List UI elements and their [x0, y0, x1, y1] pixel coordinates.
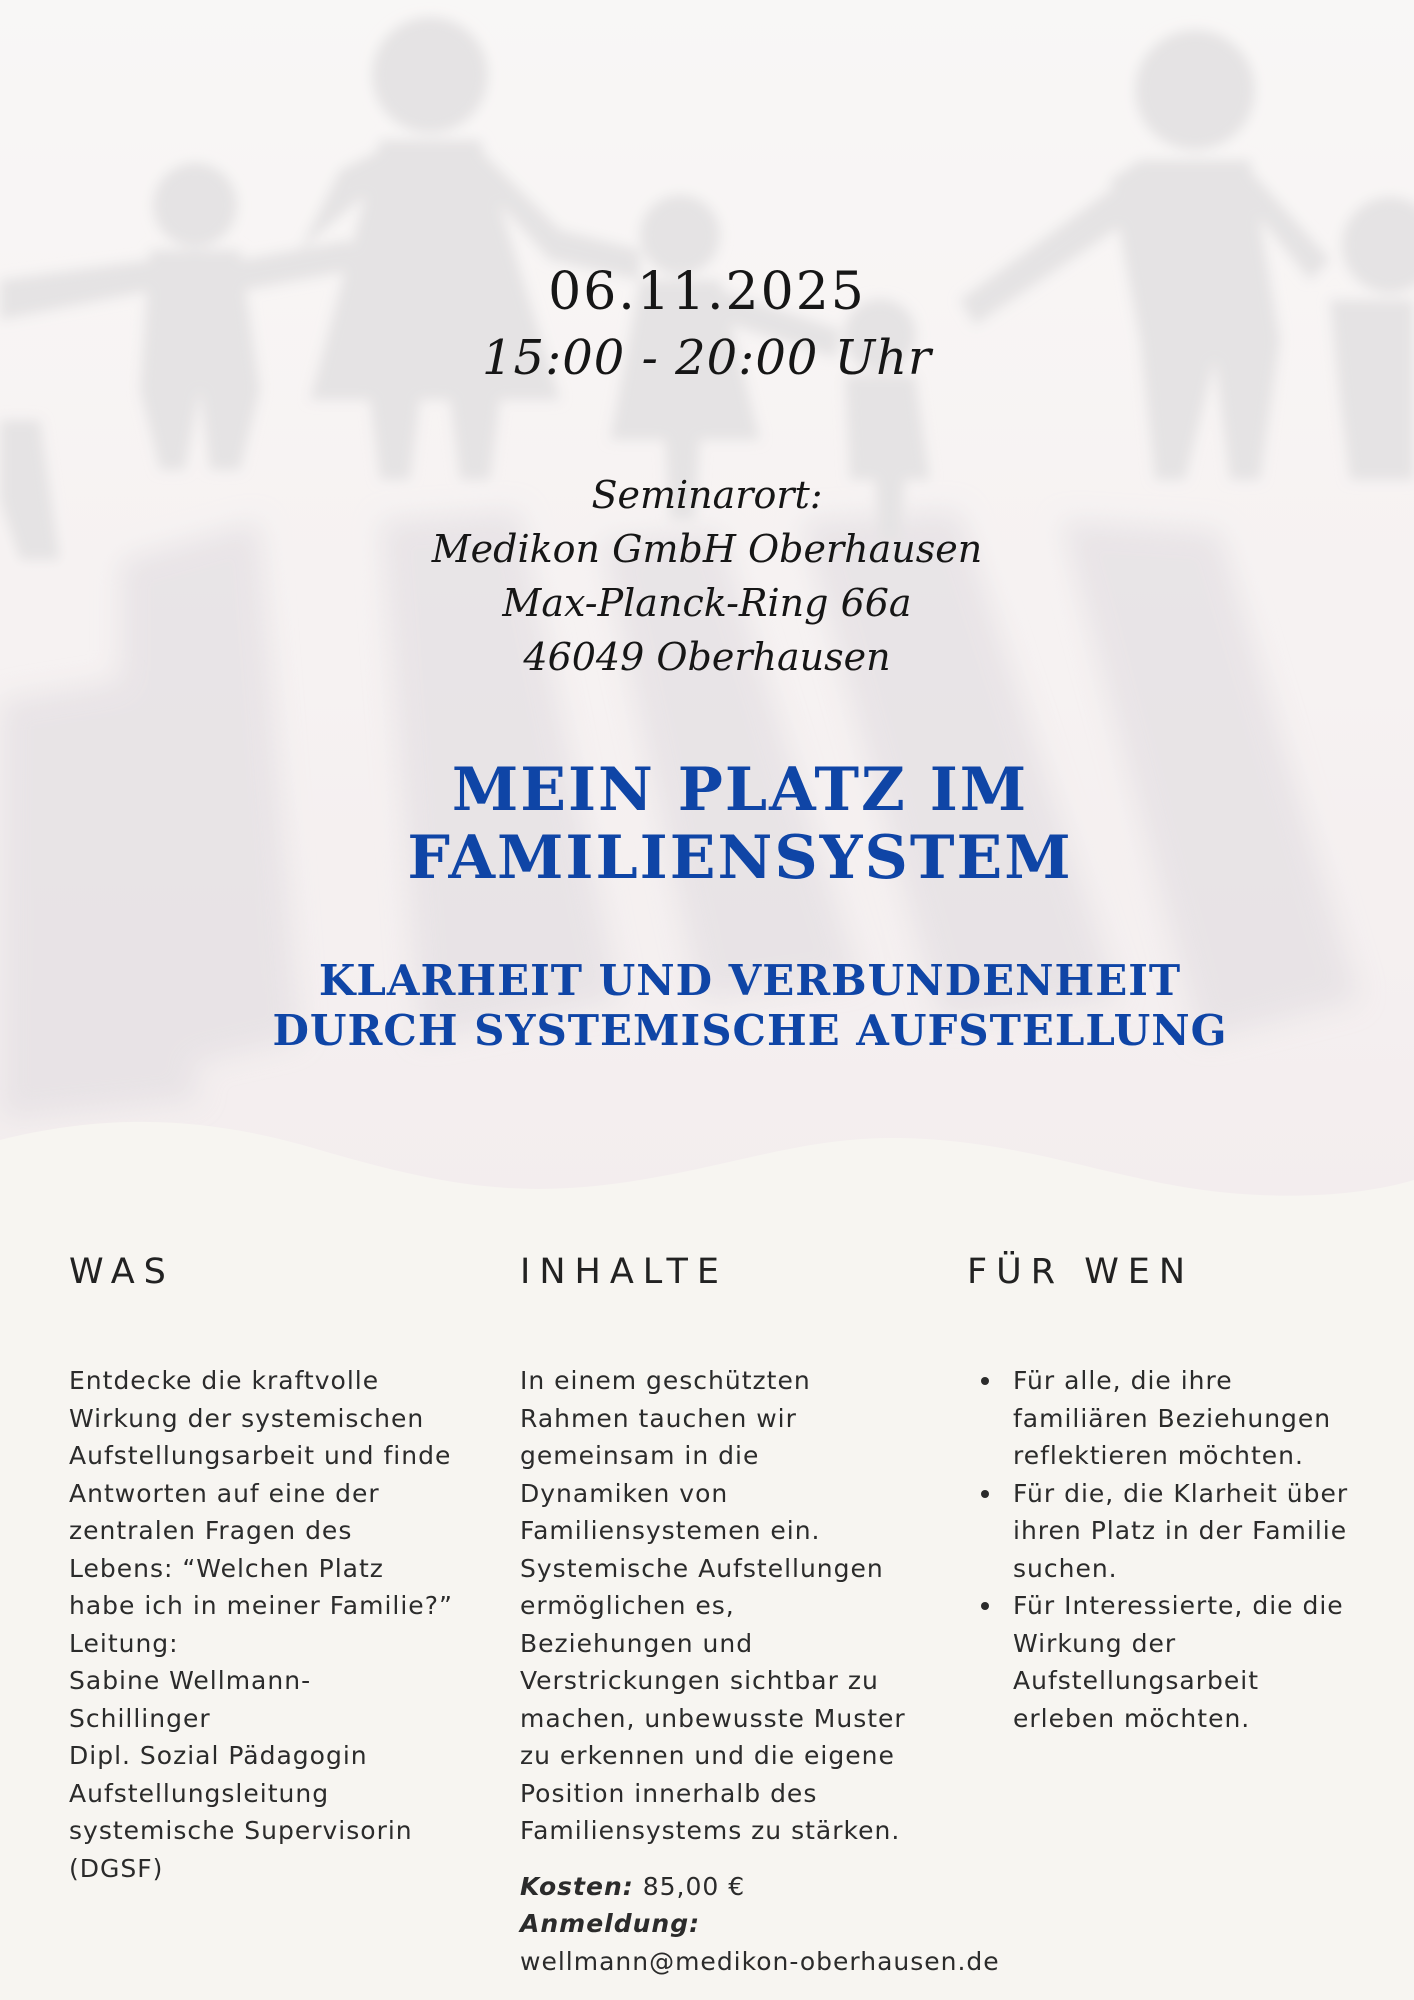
registration-email-link[interactable]: wellmann@medikon-oberhausen.de: [520, 1946, 1000, 1976]
inhalte-line: Familiensystems zu stärken.: [520, 1816, 901, 1845]
fuer-wen-heading: FÜR WEN: [967, 1252, 1195, 1292]
inhalte-line: Rahmen tauchen wir: [520, 1403, 797, 1433]
audience-line: Aufstellungsarbeit: [1013, 1666, 1260, 1695]
was-line: Entdecke die kraftvolle: [69, 1366, 380, 1395]
was-line: Lebens: “Welchen Platz: [69, 1553, 384, 1583]
inhalte-line: Familiensystemen ein.: [520, 1516, 821, 1545]
fuer-wen-column: [967, 1252, 1387, 1737]
audience-line: Für alle, die ihre: [1013, 1366, 1233, 1395]
kosten-row: [520, 1868, 950, 1906]
audience-list-item: [967, 1362, 1387, 1475]
was-column: [69, 1252, 479, 1887]
was-line: Wirkung der systemischen: [69, 1403, 425, 1433]
audience-list-item: [967, 1587, 1387, 1737]
was-line: Aufstellungsarbeit und finde: [69, 1441, 452, 1470]
inhalte-line: gemeinsam in die: [520, 1441, 760, 1470]
was-line: zentralen Fragen des: [69, 1516, 353, 1545]
inhalte-line: Beziehungen und: [520, 1628, 754, 1658]
main-title-line-1: MEIN PLATZ IM: [451, 755, 1029, 825]
venue-street: Max-Planck-Ring 66a: [502, 581, 912, 625]
inhalte-line: ermöglichen es,: [520, 1591, 735, 1620]
subtitle-line-1: KLARHEIT UND VERBUNDENHEIT: [318, 956, 1182, 1005]
audience-list: [967, 1362, 1387, 1737]
inhalte-line: Verstrickungen sichtbar zu: [520, 1666, 879, 1695]
leader-title: systemische Supervisorin: [69, 1816, 413, 1845]
kosten-label: Kosten:: [520, 1871, 634, 1901]
audience-line: Für Interessierte, die die: [1013, 1591, 1344, 1620]
kosten-value: 85,00 €: [642, 1871, 746, 1901]
audience-line: erleben möchten.: [1013, 1703, 1251, 1733]
audience-line: ihren Platz in der Familie: [1013, 1516, 1348, 1545]
was-heading: WAS: [69, 1252, 175, 1292]
was-line: Antworten auf eine der: [69, 1478, 380, 1508]
inhalte-line: zu erkennen und die eigene: [520, 1741, 895, 1770]
audience-line: Wirkung der: [1013, 1628, 1177, 1658]
inhalte-heading: INHALTE: [520, 1252, 728, 1292]
was-line: habe ich in meiner Familie?”: [69, 1591, 453, 1620]
inhalte-text: [520, 1362, 950, 1850]
inhalte-line: Systemische Aufstellungen: [520, 1553, 884, 1583]
event-time: 15:00 - 20:00 Uhr: [482, 330, 932, 386]
leader-title: (DGSF): [69, 1853, 164, 1883]
venue-company: Medikon GmbH Oberhausen: [431, 527, 983, 571]
venue-block: [0, 468, 1414, 684]
venue-label: Seminarort:: [591, 473, 823, 517]
leader-title: Dipl. Sozial Pädagogin: [69, 1741, 368, 1770]
venue-city: 46049 Oberhausen: [523, 635, 891, 679]
inhalte-line: Position innerhalb des: [520, 1778, 818, 1808]
leader-title: Aufstellungsleitung: [69, 1778, 330, 1808]
inhalte-line: In einem geschützten: [520, 1366, 811, 1395]
leader-name: Sabine Wellmann-: [69, 1666, 312, 1695]
inhalte-line: Dynamiken von: [520, 1478, 729, 1508]
inhalte-line: machen, unbewusste Muster: [520, 1703, 906, 1733]
audience-line: reflektieren möchten.: [1013, 1441, 1304, 1470]
audience-line: suchen.: [1013, 1553, 1118, 1583]
leitung-label: Leitung:: [69, 1628, 179, 1658]
event-date: 06.11.2025: [548, 262, 866, 322]
subtitle-line-2: DURCH SYSTEMISCHE AUFSTELLUNG: [272, 1006, 1228, 1055]
inhalte-column: [520, 1252, 1000, 1980]
leader-name: Schillinger: [69, 1703, 211, 1733]
main-title: [240, 756, 1240, 892]
was-text: [69, 1362, 479, 1887]
audience-list-item: [967, 1475, 1387, 1588]
anmeldung-label: Anmeldung:: [520, 1909, 701, 1938]
audience-line: Für die, die Klarheit über: [1013, 1478, 1349, 1508]
subtitle: [150, 956, 1350, 1056]
audience-line: familiären Beziehungen: [1013, 1403, 1332, 1433]
main-title-line-2: FAMILIENSYSTEM: [407, 823, 1073, 893]
anmeldung-row: [520, 1905, 950, 1943]
